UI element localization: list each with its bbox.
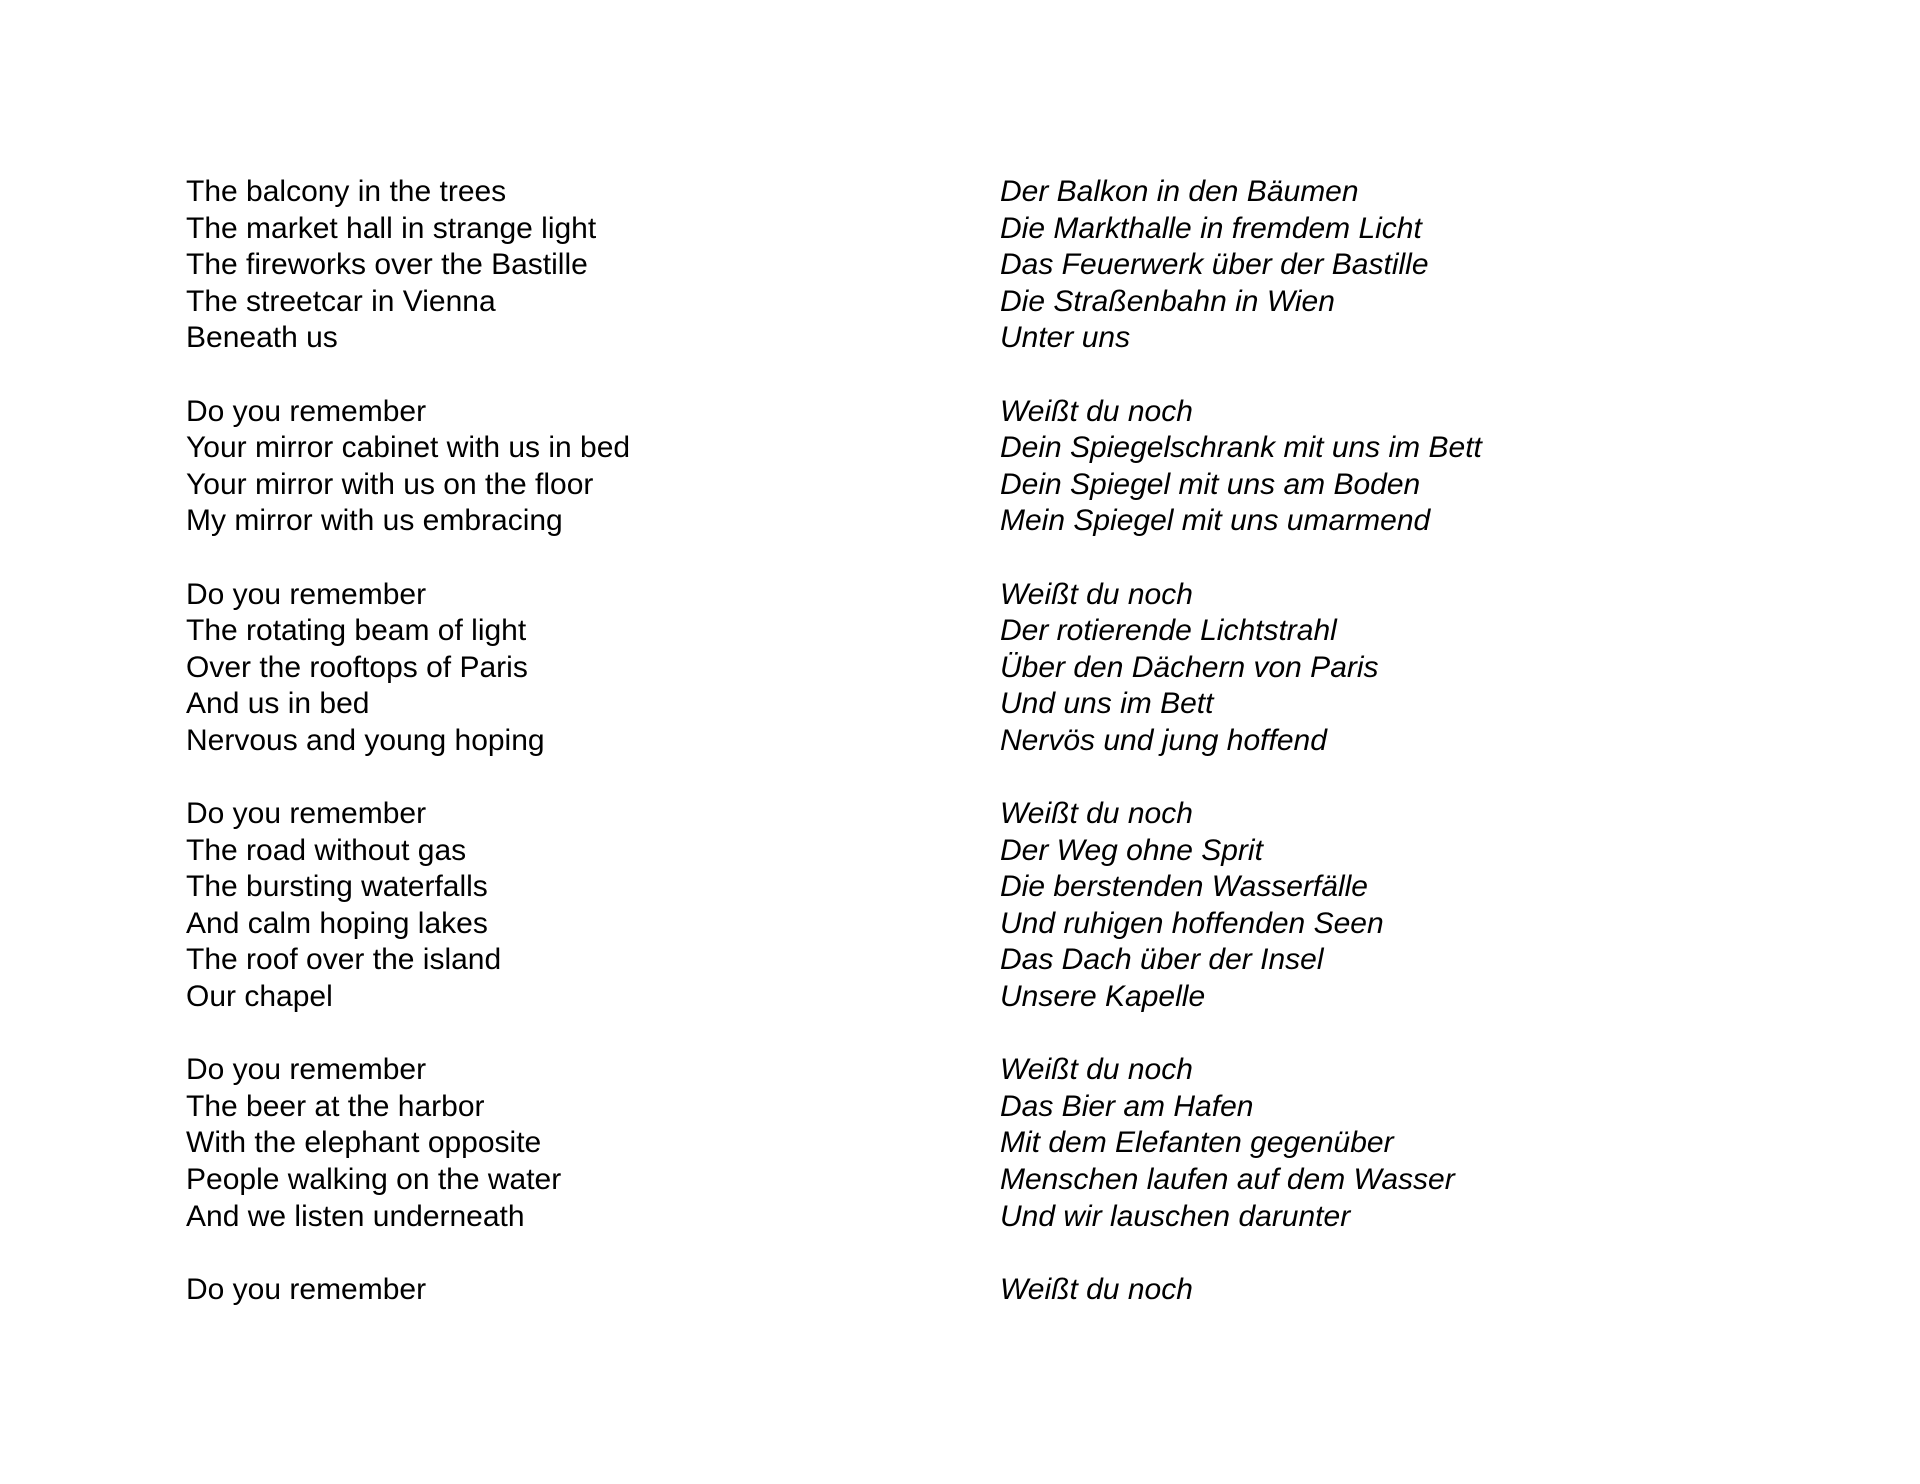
poem-line: The rotating beam of light: [186, 614, 527, 648]
english-stanza-6: [186, 1272, 946, 1309]
english-stanza-3: [186, 577, 946, 760]
german-stanza-4: [1000, 796, 1760, 1016]
poem-line: The streetcar in Vienna: [186, 284, 496, 318]
poem-line: Das Bier am Hafen: [1000, 1089, 1254, 1123]
poem-line: The beer at the harbor: [186, 1089, 485, 1123]
poem-line: Nervös und jung hoffend: [1000, 723, 1327, 757]
poem-line: Nervous and young hoping: [186, 723, 545, 757]
poem-line: Do you remember: [186, 797, 427, 831]
poem-line: And calm hoping lakes: [186, 906, 488, 940]
poem-line: Mein Spiegel mit uns umarmend: [1000, 504, 1431, 538]
german-poem-column: [1000, 174, 1760, 1345]
english-poem-column: [186, 174, 946, 1345]
poem-line: Over the rooftops of Paris: [186, 650, 528, 684]
poem-line: The bursting waterfalls: [186, 870, 488, 904]
poem-line: Weißt du noch: [1000, 577, 1193, 611]
poem-line: Menschen laufen auf dem Wasser: [1000, 1163, 1455, 1197]
poem-line: Weißt du noch: [1000, 1272, 1193, 1306]
poem-line: Und wir lauschen darunter: [1000, 1199, 1351, 1233]
poem-line: Und uns im Bett: [1000, 687, 1214, 721]
german-stanza-6: [1000, 1272, 1760, 1309]
poem-line: The roof over the island: [186, 943, 502, 977]
poem-line: Do you remember: [186, 577, 427, 611]
poem-line: The balcony in the trees: [186, 175, 507, 208]
poem-line: Dein Spiegel mit uns am Boden: [1000, 467, 1421, 501]
poem-line: The market hall in strange light: [186, 211, 597, 245]
poem-line: Über den Dächern von Paris: [1000, 650, 1379, 684]
poem-line: Weißt du noch: [1000, 797, 1193, 831]
poem-line: Der Weg ohne Sprit: [1000, 833, 1263, 867]
poem-line: Our chapel: [186, 980, 333, 1014]
german-stanza-1: [1000, 174, 1760, 357]
poem-line: Die berstenden Wasserfälle: [1000, 870, 1368, 904]
poem-line: Your mirror cabinet with us in bed: [186, 431, 631, 465]
german-stanza-3: [1000, 577, 1760, 760]
german-stanza-2: [1000, 394, 1760, 540]
poem-line: Der Balkon in den Bäumen: [1000, 175, 1359, 208]
poem-line: My mirror with us embracing: [186, 504, 563, 538]
poem-line: Beneath us: [186, 321, 338, 355]
poem-line: The road without gas: [186, 833, 467, 867]
poem-line: Weißt du noch: [1000, 1053, 1193, 1087]
poem-line: Unter uns: [1000, 321, 1131, 355]
poem-line: Die Straßenbahn in Wien: [1000, 284, 1335, 318]
german-stanza-5: [1000, 1052, 1760, 1235]
english-stanza-2: [186, 394, 946, 540]
poem-line: Und ruhigen hoffenden Seen: [1000, 906, 1384, 940]
poem-line: And we listen underneath: [186, 1199, 525, 1233]
poem-line: Das Dach über der Insel: [1000, 943, 1324, 977]
poem-line: Your mirror with us on the floor: [186, 467, 594, 501]
english-stanza-4: [186, 796, 946, 1016]
poem-line: Das Feuerwerk über der Bastille: [1000, 248, 1429, 282]
english-stanza-1: [186, 174, 946, 357]
poem-line: Der rotierende Lichtstrahl: [1000, 614, 1337, 648]
english-stanza-5: [186, 1052, 946, 1235]
poem-line: The fireworks over the Bastille: [186, 248, 588, 282]
poem-line: Unsere Kapelle: [1000, 980, 1206, 1014]
poem-line: Weißt du noch: [1000, 394, 1193, 428]
poem-line: Do you remember: [186, 1272, 427, 1306]
poem-line: Mit dem Elefanten gegenüber: [1000, 1126, 1394, 1160]
poem-line: Do you remember: [186, 1053, 427, 1087]
poem-line: People walking on the water: [186, 1163, 562, 1197]
poem-line: Dein Spiegelschrank mit uns im Bett: [1000, 431, 1482, 465]
poem-line: Die Markthalle in fremdem Licht: [1000, 211, 1422, 245]
poem-line: Do you remember: [186, 394, 427, 428]
poem-line: With the elephant opposite: [186, 1126, 542, 1160]
poem-line: And us in bed: [186, 687, 370, 721]
